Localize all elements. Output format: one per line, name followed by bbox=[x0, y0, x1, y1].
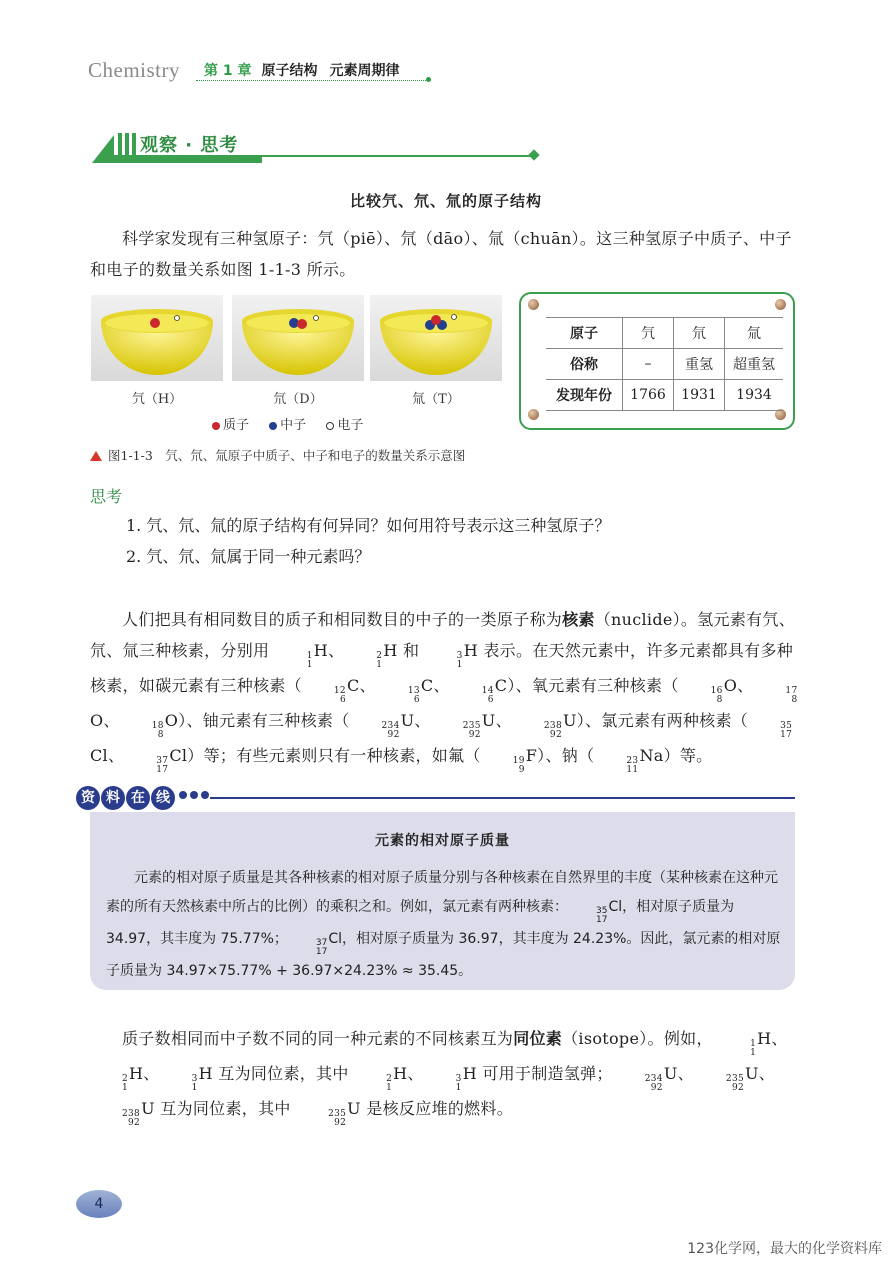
header-divider bbox=[196, 80, 428, 81]
observe-line bbox=[260, 155, 535, 157]
question-2: 2. 氕、氘、氚属于同一种元素吗？ bbox=[126, 547, 371, 566]
table-row: 发现年份 1766 1931 1934 bbox=[546, 380, 783, 411]
proton-legend-icon bbox=[212, 422, 220, 430]
figure-caption: 图1-1-3 氕、氘、氚原子中质子、中子和电子的数量关系示意图 bbox=[90, 446, 465, 464]
nuclide-paragraph: 人们把具有相同数目的质子和相同数目的中子的一类原子称为核素（nuclide）。氢元素有氕、氘、氚三种核素，分别用 1 1 H、 2 1 H 和 3 1 H 表示。在天然元素中，许多元素都具有多种核素，如碳元素有三种核素（ 12 6 C、 13 6 C、 14 6 C）、氧元素有三种核素（ 16 8 O、 17 8 O、 18 8 O）、铀元素有三种核素（ 234 92 U、 235 92 U、 238 92 U）、氯元素有两种核素（ 35 17 Cl、 37 17 Cl）等；有些元素则只有一种核素，如氟（ 19 9 F）、钠（ 23 11 Na）等。 bbox=[90, 610, 798, 775]
triangle-icon bbox=[90, 451, 102, 461]
think-title: 思考 bbox=[90, 487, 123, 506]
page-number: 4 bbox=[76, 1190, 122, 1218]
caption-tritium: 氚（T） bbox=[412, 392, 460, 407]
chapter-title-1: 原子结构 bbox=[261, 63, 318, 79]
caption-protium: 氕（H） bbox=[131, 392, 183, 407]
intro-paragraph: 科学家发现有三种氢原子：氕（piē）、氘（dāo）、氚（chuān）。这三种氢原子中质子、中子和电子的数量关系如图 1-1-3 所示。 bbox=[90, 229, 792, 279]
isotope-paragraph: 质子数相同而中子数不同的同一种元素的不同核素互为同位素（isotope）。例如， 1 1 H、 2 1 H、 3 1 H 互为同位素，其中 2 1 H、 3 1 H 可用于制造氢弹； 234 92 U、 235 92 U、 238 92 U 互为同位素，其中 235 92 U 是核反应堆的燃料。 bbox=[122, 1029, 788, 1128]
electron-ball bbox=[314, 316, 319, 321]
screw-icon bbox=[528, 299, 539, 310]
observe-title: 观察 · 思考 bbox=[140, 135, 239, 156]
header-dot bbox=[426, 77, 431, 82]
hydrogen-deuterium-figure bbox=[232, 295, 364, 381]
screw-icon bbox=[775, 299, 786, 310]
neutron-legend-icon bbox=[269, 422, 277, 430]
section-title: 比较氕、氘、氚的原子结构 bbox=[349, 192, 542, 210]
info-body: 元素的相对原子质量是其各种核素的相对原子质量分别与各种核素在自然界里的丰度（某种核素在这种元素的所有天然核素中所占的比例）的乘积之和。例如，氯元素有两种核素： 35 17 Cl，相对原子质量为 34.97，其丰度为 75.77%； 37 17 Cl，相对原子质量为 36.97，其丰度为 24.23%。因此，氯元素的相对原子质量为 34.97×75.77% + 36.97×24.23% ≈ 35.45。 bbox=[106, 870, 781, 979]
proton-ball bbox=[150, 318, 160, 328]
proton-ball bbox=[431, 315, 441, 325]
electron-ball bbox=[175, 316, 180, 321]
hydrogen-isotope-table bbox=[546, 317, 783, 411]
caption-deuterium: 氘（D） bbox=[273, 392, 323, 407]
figure-legend bbox=[212, 414, 379, 433]
proton-ball bbox=[297, 319, 307, 329]
legend-proton: 质子 bbox=[223, 418, 250, 433]
electron-legend-icon bbox=[326, 422, 334, 430]
legend-neutron: 中子 bbox=[280, 418, 307, 433]
hydrogen-tritium-figure bbox=[370, 295, 502, 381]
keyword-nuclide: 核素 bbox=[562, 610, 595, 629]
watermark: 123化学网，最大的化学资料库 bbox=[687, 1241, 882, 1257]
chapter-title-2: 元素周期律 bbox=[329, 63, 400, 79]
keyword-isotope: 同位素 bbox=[513, 1029, 563, 1048]
info-line bbox=[210, 797, 795, 799]
header-brand: Chemistry bbox=[88, 58, 180, 82]
legend-electron: 电子 bbox=[337, 418, 364, 433]
header-chapter bbox=[204, 60, 400, 80]
electron-ball bbox=[452, 315, 457, 320]
info-online-badge: 资 料 在 线 bbox=[76, 786, 209, 812]
diamond-icon bbox=[528, 149, 539, 160]
hydrogen-protium-figure bbox=[91, 295, 223, 381]
table-row: 原子 氕 氘 氚 bbox=[546, 318, 783, 349]
info-title: 元素的相对原子质量 bbox=[375, 833, 510, 849]
table-row: 俗称 – 重氢 超重氢 bbox=[546, 349, 783, 380]
screw-icon bbox=[528, 409, 539, 420]
chapter-number: 第 1 章 bbox=[204, 63, 252, 79]
question-1: 1. 氕、氘、氚的原子结构有何异同？如何用符号表示这三种氢原子？ bbox=[126, 516, 611, 535]
